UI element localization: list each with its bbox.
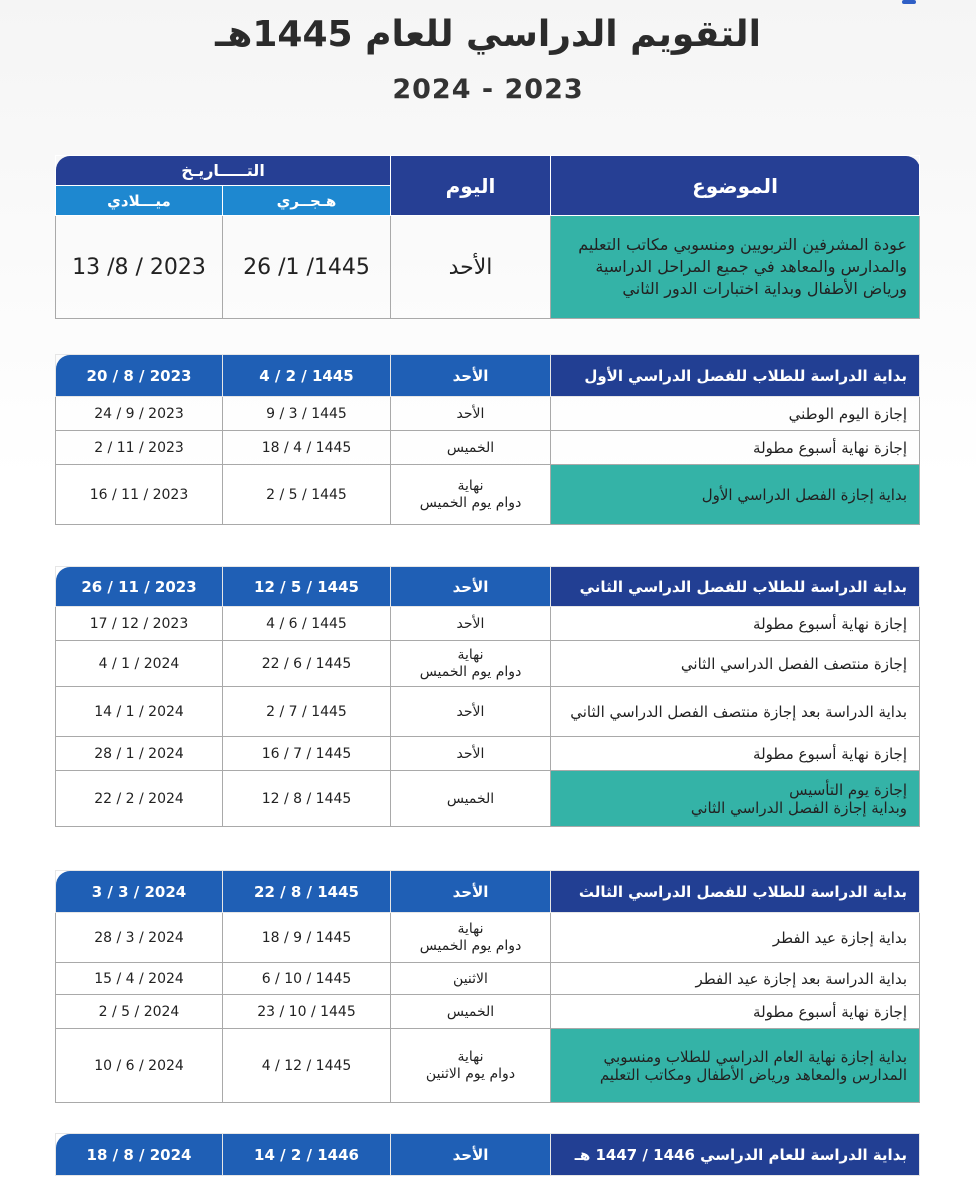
row-gregorian: 16 / 11 / 2023 bbox=[56, 465, 223, 525]
row-day: نهاية دوام يوم الخميس bbox=[391, 641, 551, 687]
header-day: اليوم bbox=[391, 156, 551, 216]
row-subject: بداية إجازة نهاية العام الدراسي للطلاب ومنسوبي المدارس والمعاهد ورياض الأطفال ومكاتب التعليم bbox=[551, 1029, 920, 1103]
intro-subject: عودة المشرفين التربويين ومنسوبي مكاتب التعليم والمدارس والمعاهد في جميع المراحل الدراسية ورياض الأطفال وبداية اختبارات الدور الثاني bbox=[551, 216, 920, 319]
table-row bbox=[56, 737, 920, 771]
head-subject: بداية الدراسة للطلاب للفصل الدراسي الثاني bbox=[551, 567, 920, 607]
section-head bbox=[56, 567, 920, 607]
table-row bbox=[56, 397, 920, 431]
row-day: نهاية دوام يوم الخميس bbox=[391, 465, 551, 525]
page-title: التقويم الدراسي للعام 1445هـ bbox=[215, 14, 761, 55]
table-row bbox=[56, 431, 920, 465]
row-gregorian: 24 / 9 / 2023 bbox=[56, 397, 223, 431]
row-subject: بداية الدراسة بعد إجازة منتصف الفصل الدراسي الثاني bbox=[551, 687, 920, 737]
row-gregorian: 2 / 11 / 2023 bbox=[56, 431, 223, 465]
final-table bbox=[55, 1133, 920, 1176]
table-row bbox=[56, 607, 920, 641]
intro-gregorian: 13 /8 / 2023 bbox=[56, 216, 223, 319]
row-day: الأحد bbox=[391, 687, 551, 737]
row-day: الاثنين bbox=[391, 963, 551, 995]
row-subject: إجازة نهاية أسبوع مطولة bbox=[551, 995, 920, 1029]
head-day: الأحد bbox=[391, 871, 551, 913]
row-subject: إجازة نهاية أسبوع مطولة bbox=[551, 607, 920, 641]
table-row bbox=[56, 1029, 920, 1103]
row-hijri: 18 / 4 / 1445 bbox=[223, 431, 391, 465]
row-day: الخميس bbox=[391, 995, 551, 1029]
final-subject: بداية الدراسة للعام الدراسي 1446 / 1447 هـ bbox=[551, 1134, 920, 1176]
row-hijri: 23 / 10 / 1445 bbox=[223, 995, 391, 1029]
head-gregorian: 3 / 3 / 2024 bbox=[56, 871, 223, 913]
row-gregorian: 22 / 2 / 2024 bbox=[56, 771, 223, 827]
row-subject: إجازة يوم التأسيس وبداية إجازة الفصل الدراسي الثاني bbox=[551, 771, 920, 827]
row-subject: إجازة منتصف الفصل الدراسي الثاني bbox=[551, 641, 920, 687]
final-row bbox=[56, 1134, 920, 1176]
section-head bbox=[56, 355, 920, 397]
section-1-table bbox=[55, 354, 920, 525]
row-subject: بداية إجازة عيد الفطر bbox=[551, 913, 920, 963]
final-gregorian: 18 / 8 / 2024 bbox=[56, 1134, 223, 1176]
row-day: الأحد bbox=[391, 397, 551, 431]
table-row bbox=[56, 963, 920, 995]
intro-hijri: 26 /1 /1445 bbox=[223, 216, 391, 319]
row-subject: بداية إجازة الفصل الدراسي الأول bbox=[551, 465, 920, 525]
row-gregorian: 28 / 1 / 2024 bbox=[56, 737, 223, 771]
row-hijri: 16 / 7 / 1445 bbox=[223, 737, 391, 771]
row-gregorian: 15 / 4 / 2024 bbox=[56, 963, 223, 995]
row-hijri: 12 / 8 / 1445 bbox=[223, 771, 391, 827]
row-gregorian: 2 / 5 / 2024 bbox=[56, 995, 223, 1029]
table-row bbox=[56, 641, 920, 687]
row-day: نهاية دوام يوم الاثنين bbox=[391, 1029, 551, 1103]
head-hijri: 12 / 5 / 1445 bbox=[223, 567, 391, 607]
head-subject: بداية الدراسة للطلاب للفصل الدراسي الأول bbox=[551, 355, 920, 397]
row-subject: إجازة اليوم الوطني bbox=[551, 397, 920, 431]
table-row bbox=[56, 913, 920, 963]
section-3-table bbox=[55, 870, 920, 1103]
head-hijri: 22 / 8 / 1445 bbox=[223, 871, 391, 913]
intro-row bbox=[56, 216, 920, 319]
header-subject: الموضوع bbox=[551, 156, 920, 216]
row-hijri: 9 / 3 / 1445 bbox=[223, 397, 391, 431]
head-day: الأحد bbox=[391, 567, 551, 607]
row-hijri: 4 / 12 / 1445 bbox=[223, 1029, 391, 1103]
table-row bbox=[56, 995, 920, 1029]
row-hijri: 6 / 10 / 1445 bbox=[223, 963, 391, 995]
row-gregorian: 14 / 1 / 2024 bbox=[56, 687, 223, 737]
row-hijri: 2 / 5 / 1445 bbox=[223, 465, 391, 525]
year-range: 2024 - 2023 bbox=[392, 74, 584, 105]
intro-day: الأحد bbox=[391, 216, 551, 319]
row-day: الأحد bbox=[391, 607, 551, 641]
row-day: الأحد bbox=[391, 737, 551, 771]
head-hijri: 4 / 2 / 1445 bbox=[223, 355, 391, 397]
table-row bbox=[56, 771, 920, 827]
head-gregorian: 20 / 8 / 2023 bbox=[56, 355, 223, 397]
head-day: الأحد bbox=[391, 355, 551, 397]
row-day: الخميس bbox=[391, 771, 551, 827]
row-gregorian: 28 / 3 / 2024 bbox=[56, 913, 223, 963]
row-day: الخميس bbox=[391, 431, 551, 465]
row-hijri: 18 / 9 / 1445 bbox=[223, 913, 391, 963]
header-gregorian: ميـــلادي bbox=[56, 186, 223, 216]
row-gregorian: 4 / 1 / 2024 bbox=[56, 641, 223, 687]
header-hijri: هـجــري bbox=[223, 186, 391, 216]
row-hijri: 2 / 7 / 1445 bbox=[223, 687, 391, 737]
table-row bbox=[56, 465, 920, 525]
final-day: الأحد bbox=[391, 1134, 551, 1176]
row-hijri: 22 / 6 / 1445 bbox=[223, 641, 391, 687]
row-subject: إجازة نهاية أسبوع مطولة bbox=[551, 431, 920, 465]
corner-mark bbox=[902, 0, 916, 4]
section-2-table bbox=[55, 566, 920, 827]
header-date: التـــــاريـخ bbox=[56, 156, 391, 186]
section-head bbox=[56, 871, 920, 913]
row-subject: بداية الدراسة بعد إجازة عيد الفطر bbox=[551, 963, 920, 995]
header-table bbox=[55, 155, 920, 319]
row-subject: إجازة نهاية أسبوع مطولة bbox=[551, 737, 920, 771]
head-subject: بداية الدراسة للطلاب للفصل الدراسي الثالث bbox=[551, 871, 920, 913]
row-gregorian: 17 / 12 / 2023 bbox=[56, 607, 223, 641]
final-hijri: 14 / 2 / 1446 bbox=[223, 1134, 391, 1176]
table-row bbox=[56, 687, 920, 737]
row-gregorian: 10 / 6 / 2024 bbox=[56, 1029, 223, 1103]
head-gregorian: 26 / 11 / 2023 bbox=[56, 567, 223, 607]
row-day: نهاية دوام يوم الخميس bbox=[391, 913, 551, 963]
row-hijri: 4 / 6 / 1445 bbox=[223, 607, 391, 641]
